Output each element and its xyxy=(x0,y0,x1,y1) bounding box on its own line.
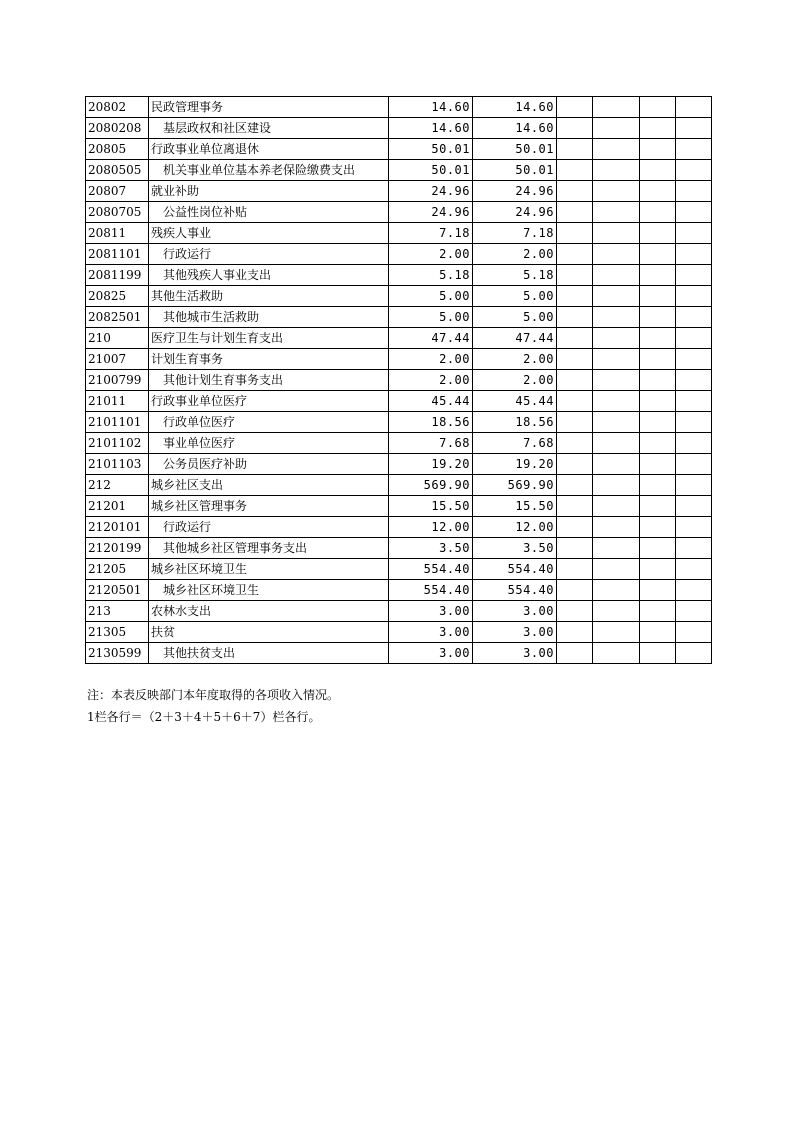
total-amount-cell: 569.90 xyxy=(389,475,473,496)
empty-cell xyxy=(640,538,676,559)
total-amount-cell: 47.44 xyxy=(389,328,473,349)
empty-cell xyxy=(676,307,712,328)
total-amount-cell: 5.18 xyxy=(389,265,473,286)
empty-cell xyxy=(676,286,712,307)
empty-cell xyxy=(676,475,712,496)
empty-cell xyxy=(640,580,676,601)
subject-name-cell: 城乡社区环境卫生 xyxy=(149,580,389,601)
subject-code-cell: 20807 xyxy=(86,181,149,202)
empty-cell xyxy=(676,433,712,454)
table-row xyxy=(86,139,712,160)
table-row xyxy=(86,265,712,286)
table-row xyxy=(86,580,712,601)
table-row xyxy=(86,433,712,454)
empty-cell xyxy=(640,412,676,433)
subject-name-cell: 事业单位医疗 xyxy=(149,433,389,454)
subject-name-cell: 农林水支出 xyxy=(149,601,389,622)
empty-cell xyxy=(593,328,640,349)
fiscal-allocation-cell: 18.56 xyxy=(473,412,557,433)
table-row xyxy=(86,181,712,202)
empty-cell xyxy=(557,223,593,244)
empty-cell xyxy=(640,454,676,475)
subject-code-cell: 21011 xyxy=(86,391,149,412)
empty-cell xyxy=(557,601,593,622)
empty-cell xyxy=(557,328,593,349)
subject-code-cell: 2080208 xyxy=(86,118,149,139)
subject-name-cell: 其他城乡社区管理事务支出 xyxy=(149,538,389,559)
total-amount-cell: 3.00 xyxy=(389,643,473,664)
total-amount-cell: 50.01 xyxy=(389,160,473,181)
empty-cell xyxy=(640,370,676,391)
fiscal-allocation-cell: 24.96 xyxy=(473,181,557,202)
empty-cell xyxy=(593,265,640,286)
table-row xyxy=(86,328,712,349)
empty-cell xyxy=(593,412,640,433)
subject-code-cell: 21305 xyxy=(86,622,149,643)
empty-cell xyxy=(557,496,593,517)
empty-cell xyxy=(640,160,676,181)
subject-name-cell: 计划生育事务 xyxy=(149,349,389,370)
total-amount-cell: 3.00 xyxy=(389,601,473,622)
empty-cell xyxy=(640,622,676,643)
subject-name-cell: 民政管理事务 xyxy=(149,97,389,118)
table-row xyxy=(86,286,712,307)
subject-name-cell: 行政事业单位医疗 xyxy=(149,391,389,412)
subject-code-cell: 212 xyxy=(86,475,149,496)
total-amount-cell: 45.44 xyxy=(389,391,473,412)
empty-cell xyxy=(676,496,712,517)
empty-cell xyxy=(676,391,712,412)
empty-cell xyxy=(557,139,593,160)
fiscal-allocation-cell: 2.00 xyxy=(473,244,557,265)
empty-cell xyxy=(593,118,640,139)
empty-cell xyxy=(593,370,640,391)
empty-cell xyxy=(676,139,712,160)
empty-cell xyxy=(593,244,640,265)
empty-cell xyxy=(676,517,712,538)
empty-cell xyxy=(676,643,712,664)
empty-cell xyxy=(676,160,712,181)
fiscal-allocation-cell: 50.01 xyxy=(473,160,557,181)
subject-code-cell: 20802 xyxy=(86,97,149,118)
fiscal-allocation-cell: 15.50 xyxy=(473,496,557,517)
total-amount-cell: 24.96 xyxy=(389,202,473,223)
table-row xyxy=(86,517,712,538)
empty-cell xyxy=(593,622,640,643)
empty-cell xyxy=(557,181,593,202)
subject-code-cell: 21007 xyxy=(86,349,149,370)
table-row xyxy=(86,223,712,244)
total-amount-cell: 2.00 xyxy=(389,370,473,391)
empty-cell xyxy=(640,517,676,538)
total-amount-cell: 50.01 xyxy=(389,139,473,160)
subject-code-cell: 2080705 xyxy=(86,202,149,223)
empty-cell xyxy=(676,349,712,370)
empty-cell xyxy=(640,391,676,412)
empty-cell xyxy=(640,97,676,118)
empty-cell xyxy=(676,97,712,118)
subject-name-cell: 其他生活救助 xyxy=(149,286,389,307)
subject-code-cell: 2120501 xyxy=(86,580,149,601)
empty-cell xyxy=(640,286,676,307)
subject-name-cell: 公务员医疗补助 xyxy=(149,454,389,475)
empty-cell xyxy=(676,601,712,622)
total-amount-cell: 7.18 xyxy=(389,223,473,244)
subject-code-cell: 2082501 xyxy=(86,307,149,328)
empty-cell xyxy=(640,223,676,244)
subject-name-cell: 行政运行 xyxy=(149,517,389,538)
total-amount-cell: 554.40 xyxy=(389,580,473,601)
total-amount-cell: 3.50 xyxy=(389,538,473,559)
total-amount-cell: 7.68 xyxy=(389,433,473,454)
empty-cell xyxy=(676,223,712,244)
total-amount-cell: 14.60 xyxy=(389,118,473,139)
subject-name-cell: 城乡社区环境卫生 xyxy=(149,559,389,580)
empty-cell xyxy=(640,643,676,664)
fiscal-allocation-cell: 2.00 xyxy=(473,349,557,370)
empty-cell xyxy=(593,559,640,580)
empty-cell xyxy=(557,370,593,391)
total-amount-cell: 18.56 xyxy=(389,412,473,433)
subject-code-cell: 20805 xyxy=(86,139,149,160)
empty-cell xyxy=(593,496,640,517)
empty-cell xyxy=(593,517,640,538)
subject-code-cell: 2081101 xyxy=(86,244,149,265)
table-row xyxy=(86,391,712,412)
fiscal-allocation-cell: 554.40 xyxy=(473,580,557,601)
subject-name-cell: 其他计划生育事务支出 xyxy=(149,370,389,391)
empty-cell xyxy=(557,265,593,286)
empty-cell xyxy=(593,349,640,370)
empty-cell xyxy=(557,475,593,496)
empty-cell xyxy=(640,601,676,622)
empty-cell xyxy=(640,265,676,286)
empty-cell xyxy=(557,97,593,118)
empty-cell xyxy=(557,244,593,265)
note-line-2: 1栏各行＝（2＋3＋4＋5＋6＋7）栏各行。 xyxy=(87,710,321,724)
empty-cell xyxy=(593,139,640,160)
subject-name-cell: 扶贫 xyxy=(149,622,389,643)
empty-cell xyxy=(640,202,676,223)
fiscal-allocation-cell: 19.20 xyxy=(473,454,557,475)
subject-name-cell: 其他扶贫支出 xyxy=(149,643,389,664)
empty-cell xyxy=(593,223,640,244)
total-amount-cell: 15.50 xyxy=(389,496,473,517)
table-row xyxy=(86,643,712,664)
subject-name-cell: 行政事业单位离退休 xyxy=(149,139,389,160)
empty-cell xyxy=(676,559,712,580)
fiscal-allocation-cell: 7.18 xyxy=(473,223,557,244)
subject-code-cell: 213 xyxy=(86,601,149,622)
subject-name-cell: 就业补助 xyxy=(149,181,389,202)
table-row xyxy=(86,538,712,559)
income-table xyxy=(85,96,712,664)
fiscal-allocation-cell: 45.44 xyxy=(473,391,557,412)
empty-cell xyxy=(557,286,593,307)
total-amount-cell: 5.00 xyxy=(389,286,473,307)
empty-cell xyxy=(593,433,640,454)
subject-code-cell: 20811 xyxy=(86,223,149,244)
fiscal-allocation-cell: 14.60 xyxy=(473,97,557,118)
table-row xyxy=(86,496,712,517)
subject-code-cell: 210 xyxy=(86,328,149,349)
empty-cell xyxy=(593,202,640,223)
subject-name-cell: 城乡社区管理事务 xyxy=(149,496,389,517)
empty-cell xyxy=(593,286,640,307)
total-amount-cell: 554.40 xyxy=(389,559,473,580)
empty-cell xyxy=(557,517,593,538)
subject-code-cell: 2080505 xyxy=(86,160,149,181)
table-row xyxy=(86,202,712,223)
total-amount-cell: 3.00 xyxy=(389,622,473,643)
total-amount-cell: 5.00 xyxy=(389,307,473,328)
subject-name-cell: 城乡社区支出 xyxy=(149,475,389,496)
subject-code-cell: 2100799 xyxy=(86,370,149,391)
fiscal-allocation-cell: 24.96 xyxy=(473,202,557,223)
fiscal-allocation-cell: 554.40 xyxy=(473,559,557,580)
subject-name-cell: 其他残疾人事业支出 xyxy=(149,265,389,286)
empty-cell xyxy=(557,433,593,454)
table-row xyxy=(86,118,712,139)
empty-cell xyxy=(557,622,593,643)
empty-cell xyxy=(557,454,593,475)
subject-code-cell: 2120101 xyxy=(86,517,149,538)
empty-cell xyxy=(676,538,712,559)
fiscal-allocation-cell: 14.60 xyxy=(473,118,557,139)
fiscal-allocation-cell: 3.00 xyxy=(473,622,557,643)
fiscal-allocation-cell: 3.50 xyxy=(473,538,557,559)
empty-cell xyxy=(676,454,712,475)
table-row xyxy=(86,559,712,580)
fiscal-allocation-cell: 3.00 xyxy=(473,601,557,622)
note-line-1: 注：本表反映部门本年度取得的各项收入情况。 xyxy=(87,688,340,702)
subject-code-cell: 21205 xyxy=(86,559,149,580)
subject-name-cell: 基层政权和社区建设 xyxy=(149,118,389,139)
subject-name-cell: 残疾人事业 xyxy=(149,223,389,244)
empty-cell xyxy=(640,349,676,370)
empty-cell xyxy=(676,328,712,349)
table-notes xyxy=(87,684,339,728)
fiscal-allocation-cell: 3.00 xyxy=(473,643,557,664)
empty-cell xyxy=(640,433,676,454)
fiscal-allocation-cell: 50.01 xyxy=(473,139,557,160)
fiscal-allocation-cell: 5.00 xyxy=(473,286,557,307)
empty-cell xyxy=(676,202,712,223)
table-row xyxy=(86,244,712,265)
empty-cell xyxy=(593,538,640,559)
empty-cell xyxy=(593,307,640,328)
table-row xyxy=(86,475,712,496)
empty-cell xyxy=(640,496,676,517)
fiscal-allocation-cell: 7.68 xyxy=(473,433,557,454)
empty-cell xyxy=(557,118,593,139)
fiscal-allocation-cell: 47.44 xyxy=(473,328,557,349)
fiscal-allocation-cell: 2.00 xyxy=(473,370,557,391)
empty-cell xyxy=(593,643,640,664)
subject-code-cell: 20825 xyxy=(86,286,149,307)
empty-cell xyxy=(676,412,712,433)
fiscal-allocation-cell: 5.18 xyxy=(473,265,557,286)
subject-name-cell: 机关事业单位基本养老保险缴费支出 xyxy=(149,160,389,181)
empty-cell xyxy=(557,307,593,328)
fiscal-allocation-cell: 569.90 xyxy=(473,475,557,496)
subject-code-cell: 2120199 xyxy=(86,538,149,559)
empty-cell xyxy=(676,265,712,286)
empty-cell xyxy=(640,244,676,265)
fiscal-allocation-cell: 12.00 xyxy=(473,517,557,538)
empty-cell xyxy=(557,538,593,559)
subject-code-cell: 2101101 xyxy=(86,412,149,433)
empty-cell xyxy=(593,580,640,601)
empty-cell xyxy=(557,349,593,370)
empty-cell xyxy=(640,139,676,160)
empty-cell xyxy=(640,328,676,349)
empty-cell xyxy=(557,160,593,181)
subject-name-cell: 行政单位医疗 xyxy=(149,412,389,433)
table-row xyxy=(86,454,712,475)
total-amount-cell: 19.20 xyxy=(389,454,473,475)
empty-cell xyxy=(593,160,640,181)
empty-cell xyxy=(640,475,676,496)
fiscal-allocation-cell: 5.00 xyxy=(473,307,557,328)
empty-cell xyxy=(593,601,640,622)
empty-cell xyxy=(640,307,676,328)
table-row xyxy=(86,622,712,643)
empty-cell xyxy=(593,97,640,118)
empty-cell xyxy=(593,181,640,202)
total-amount-cell: 2.00 xyxy=(389,349,473,370)
table-row xyxy=(86,160,712,181)
empty-cell xyxy=(593,391,640,412)
table-row xyxy=(86,370,712,391)
empty-cell xyxy=(640,181,676,202)
empty-cell xyxy=(593,454,640,475)
subject-code-cell: 21201 xyxy=(86,496,149,517)
empty-cell xyxy=(676,118,712,139)
subject-name-cell: 行政运行 xyxy=(149,244,389,265)
empty-cell xyxy=(676,580,712,601)
subject-name-cell: 医疗卫生与计划生育支出 xyxy=(149,328,389,349)
subject-code-cell: 2101102 xyxy=(86,433,149,454)
empty-cell xyxy=(676,244,712,265)
empty-cell xyxy=(640,118,676,139)
subject-code-cell: 2081199 xyxy=(86,265,149,286)
empty-cell xyxy=(557,559,593,580)
empty-cell xyxy=(676,622,712,643)
empty-cell xyxy=(557,580,593,601)
total-amount-cell: 14.60 xyxy=(389,97,473,118)
empty-cell xyxy=(557,391,593,412)
subject-name-cell: 其他城市生活救助 xyxy=(149,307,389,328)
table-row xyxy=(86,601,712,622)
subject-code-cell: 2130599 xyxy=(86,643,149,664)
empty-cell xyxy=(593,475,640,496)
table-body xyxy=(86,97,712,664)
table-row xyxy=(86,307,712,328)
table-row xyxy=(86,412,712,433)
empty-cell xyxy=(676,181,712,202)
table-row xyxy=(86,349,712,370)
subject-code-cell: 2101103 xyxy=(86,454,149,475)
empty-cell xyxy=(676,370,712,391)
empty-cell xyxy=(557,412,593,433)
total-amount-cell: 12.00 xyxy=(389,517,473,538)
empty-cell xyxy=(640,559,676,580)
subject-name-cell: 公益性岗位补贴 xyxy=(149,202,389,223)
table-row xyxy=(86,97,712,118)
total-amount-cell: 24.96 xyxy=(389,181,473,202)
total-amount-cell: 2.00 xyxy=(389,244,473,265)
empty-cell xyxy=(557,202,593,223)
empty-cell xyxy=(557,643,593,664)
